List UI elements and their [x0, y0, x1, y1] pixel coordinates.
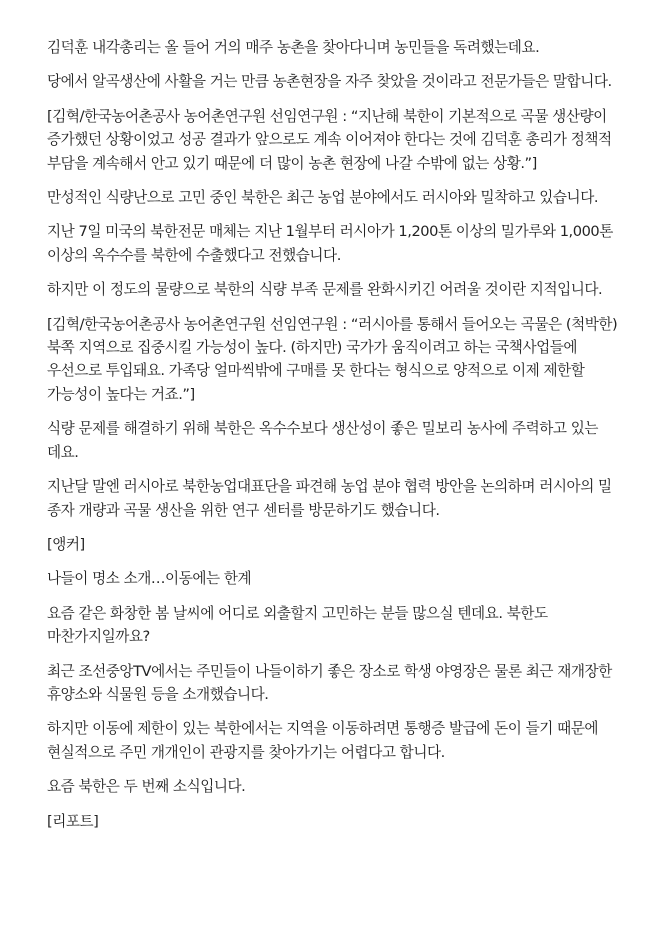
quote-kim-hyuk-2: [김혁/한국농어촌공사 농어촌연구원 선임연구원 : “러시아를 통해서 들어오는 곡물은 (척박한) 북쪽 지역으로 집중시킬 가능성이 높다. (하지만) 국가가 움직이려고 하는 국책사업들에 우선으로 투입돼요. 가족당 얼마씩밖에 구매를 못 한다는 형식으로 양적으로 이제 제한할 가능성이 높다는 거죠.”] [47, 315, 618, 403]
quote-kim-hyuk-1: [김혁/한국농어촌공사 농어촌연구원 선임연구원 : “지난해 북한이 기본적으로 곡물 생산량이 증가했던 상황이었고 성공 결과가 앞으로도 계속 이어져야 한다는 것에 김덕훈 총리가 정책적 부담을 계속해서 안고 있기 때문에 더 많이 농촌 현장에 나갈 수밖에 없는 상황.”] [47, 107, 612, 172]
paragraph-second-news: 요즘 북한은 두 번째 소식입니다. [47, 778, 246, 796]
paragraph-grain-exports: 지난 7일 미국의 북한전문 매체는 지난 1월부터 러시아가 1,200톤 이상의 밀가루와 1,000톤 이상의 옥수수를 북한에 수출했다고 전했습니다. [47, 223, 613, 264]
report-tag: [리포트] [47, 812, 99, 830]
paragraph-travel-limits: 하지만 이동에 제한이 있는 북한에서는 지역을 이동하려면 통행증 발급에 돈이 들기 때문에 현실적으로 주민 개개인이 관광지를 찾아가기는 어렵다고 합니다. [47, 720, 599, 761]
paragraph-spring-outing: 요즘 같은 화창한 봄 날씨에 어디로 외출할지 고민하는 분들 많으실 텐데요. 북한도 마찬가지일까요? [47, 604, 548, 646]
anchor-tag: [앵커] [47, 535, 85, 553]
paragraph-shortage-note: 하지만 이 정도의 물량으로 북한의 식량 부족 문제를 완화시키긴 어려울 것이란 지적입니다. [47, 281, 603, 299]
article-body [47, 36, 627, 844]
paragraph-pm-field-visits: 김덕훈 내각총리는 올 들어 거의 매주 농촌을 찾아다니며 농민들을 독려했는데요. [47, 39, 540, 56]
paragraph-expert-view: 당에서 알곡생산에 사활을 거는 만큼 농촌현장을 자주 찾았을 것이라고 전문가들은 말합니다. [47, 73, 612, 91]
paragraph-wheat-farming: 식량 문제를 해결하기 위해 북한은 옥수수보다 생산성이 좋은 밀보리 농사에 주력하고 있는 데요. [47, 420, 599, 461]
paragraph-delegation: 지난달 말엔 러시아로 북한농업대표단을 파견해 농업 분야 협력 방안을 논의하며 러시아의 밀 종자 개량과 곡물 생산을 위한 연구 센터를 방문하기도 했습니다. [47, 478, 612, 519]
paragraph-tv-report: 최근 조선중앙TV에서는 주민들이 나들이하기 좋은 장소로 학생 야영장은 물론 최근 재개장한 휴양소와 식물원 등을 소개했습니다. [47, 662, 612, 703]
section-headline: 나들이 명소 소개…이동에는 한계 [47, 570, 252, 588]
paragraph-russia-ties: 만성적인 식량난으로 고민 중인 북한은 최근 농업 분야에서도 러시아와 밀착하고 있습니다. [47, 189, 599, 207]
